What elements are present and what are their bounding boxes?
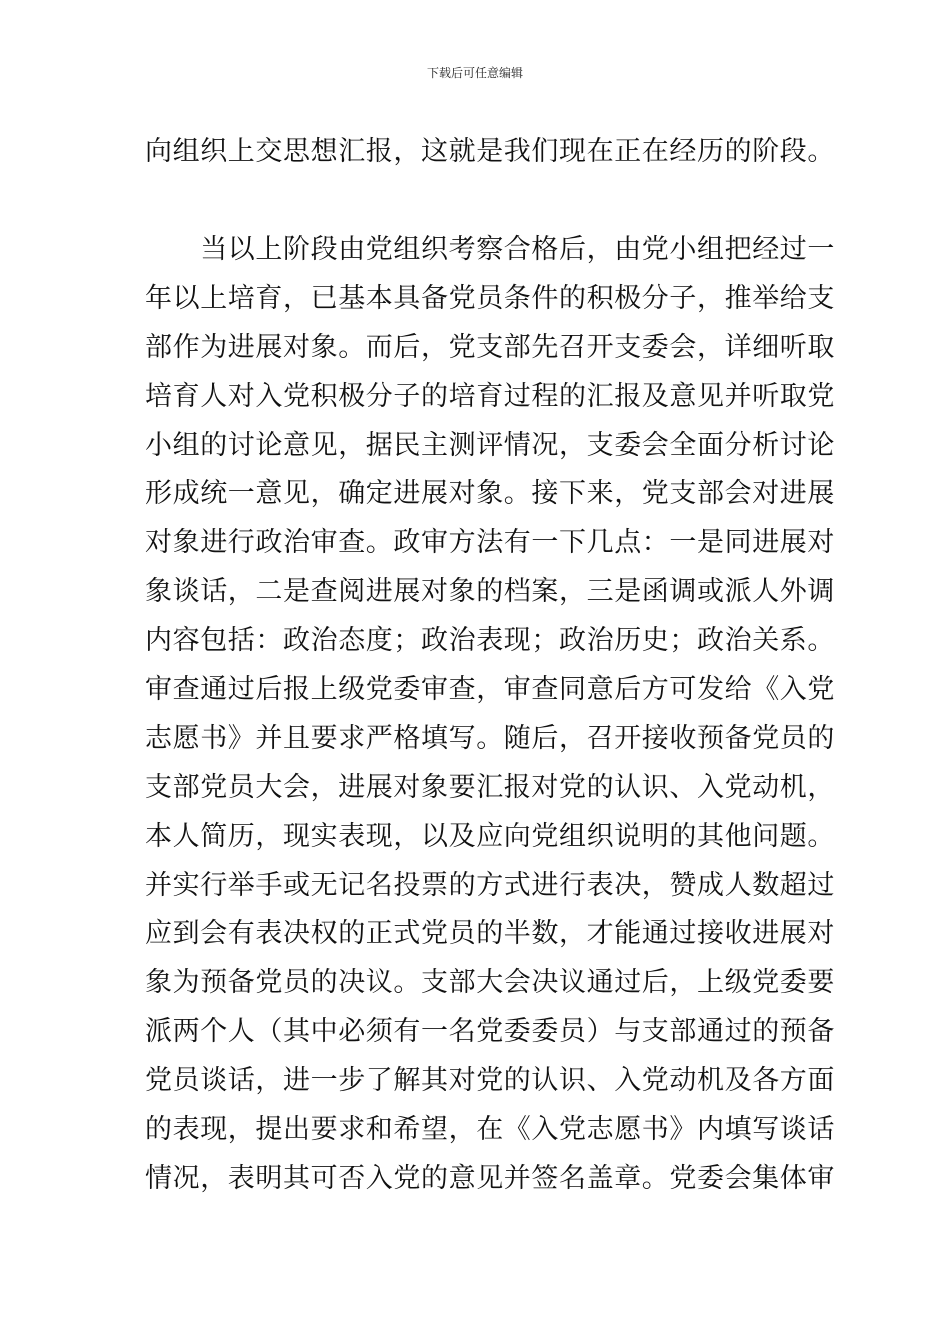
text-line: 志愿书》并且要求严格填写。随后，召开接收预备党员的 (145, 722, 835, 754)
text-line: 当以上阶段由党组织考察合格后，由党小组把经过一 (145, 234, 835, 265)
text-line: 形成统一意见，确定进展对象。接下来，党支部会对进展 (145, 478, 835, 510)
header-note: 下载后可任意编辑 (426, 66, 523, 80)
text-line: 审查通过后报上级党委审查，审查同意后方可发给《入党 (145, 674, 835, 706)
text-line: 情况，表明其可否入党的意见并签名盖章。党委会集体审 (145, 1162, 835, 1194)
text-line: 并实行举手或无记名投票的方式进行表决，赞成人数超过 (145, 869, 835, 901)
text-line: 对象进行政治审查。政审方法有一下几点：一是同进展对 (145, 527, 835, 559)
text-line: 象谈话，二是查阅进展对象的档案，三是函调或派人外调 (145, 576, 835, 608)
text-line: 支部党员大会，进展对象要汇报对党的认识、入党动机， (145, 771, 835, 803)
paragraph-1 (145, 128, 835, 177)
text-line: 部作为进展对象。而后，党支部先召开支委会，详细听取 (145, 331, 835, 363)
text-line: 向组织上交思想汇报，这就是我们现在正在经历的阶段。 (145, 136, 835, 167)
text-line: 内容包括：政治态度；政治表现；政治历史；政治关系。 (145, 625, 835, 657)
text-line: 象为预备党员的决议。支部大会决议通过后，上级党委要 (145, 967, 835, 999)
text-line: 培育人对入党积极分子的培育过程的汇报及意见并听取党 (145, 380, 835, 412)
text-line: 本人简历，现实表现，以及应向党组织说明的其他问题。 (145, 820, 835, 852)
text-line: 的表现，提出要求和希望，在《入党志愿书》内填写谈话 (145, 1114, 835, 1146)
text-line: 应到会有表决权的正式党员的半数，才能通过接收进展对 (145, 918, 835, 950)
text-line: 派两个人（其中必须有一名党委委员）与支部通过的预备 (145, 1016, 835, 1048)
text-line: 党员谈话，进一步了解其对党的认识、入党动机及各方面 (145, 1065, 835, 1097)
paragraph-2 (145, 226, 835, 1204)
text-line: 小组的讨论意见，据民主测评情况，支委会全面分析讨论 (145, 429, 835, 461)
text-line: 年以上培育，已基本具备党员条件的积极分子，推举给支 (145, 282, 835, 314)
